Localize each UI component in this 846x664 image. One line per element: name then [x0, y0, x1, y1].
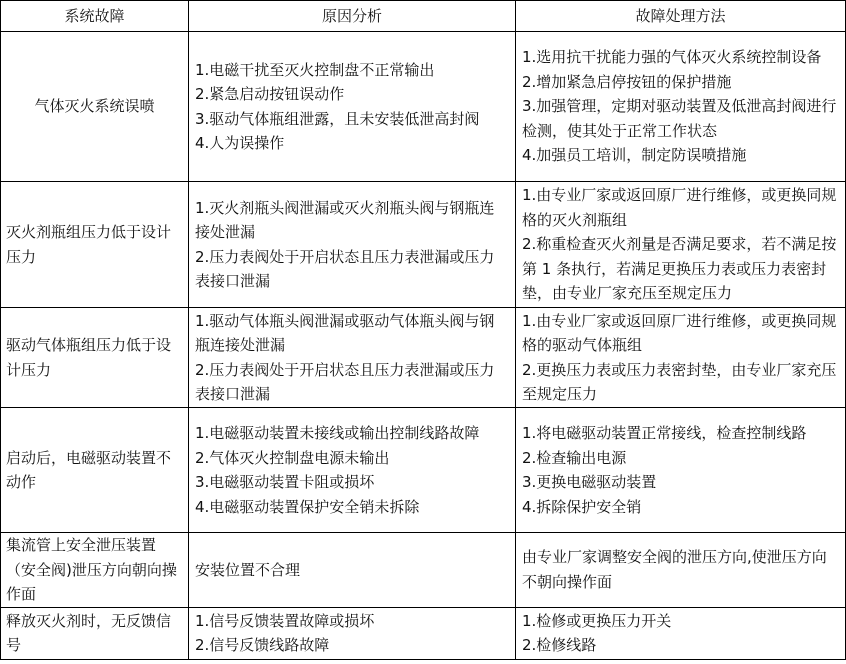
cause-item: 2.信号反馈线路故障	[195, 636, 330, 654]
method-item: 2.增加紧急启停按钮的保护措施	[522, 72, 732, 91]
cause-cell	[189, 308, 516, 408]
fault-cell: 释放灭火剂时，无反馈信号	[1, 607, 189, 659]
cause-item: 安装位置不合理	[195, 560, 301, 579]
cause-item: 2.压力表阀处于开启状态且压力表泄漏或压力表接口泄漏	[195, 247, 495, 290]
method-item: 1.将电磁驱动装置正常接线，检查控制线路	[522, 424, 807, 442]
method-item: 由专业厂家调整安全阀的泄压方向,使泄压方向不朝向操作面	[522, 548, 827, 591]
cause-cell	[189, 32, 516, 182]
cause-cell	[189, 408, 516, 533]
table-row	[1, 533, 846, 608]
method-item: 4.加强员工培训，制定防误喷措施	[522, 146, 747, 165]
header-row	[1, 1, 846, 32]
table-row	[1, 607, 846, 659]
method-cell	[516, 182, 846, 308]
fault-cell: 驱动气体瓶组压力低于设计压力	[1, 308, 189, 408]
cause-cell	[189, 607, 516, 659]
method-item: 2.检查输出电源	[522, 448, 627, 467]
method-item: 4.拆除保护安全销	[522, 497, 642, 516]
method-cell	[516, 607, 846, 659]
table-row	[1, 182, 846, 308]
cause-item: 4.电磁驱动装置保护安全销未拆除	[195, 497, 420, 516]
table-row	[1, 408, 846, 533]
header-fault: 系统故障	[1, 1, 189, 32]
cause-cell	[189, 533, 516, 608]
cause-item: 2.气体灭火控制盘电源未输出	[195, 448, 390, 467]
method-item: 3.更换电磁驱动装置	[522, 473, 657, 491]
method-cell	[516, 408, 846, 533]
header-cause: 原因分析	[189, 1, 516, 32]
cause-item: 4.人为误操作	[195, 134, 285, 152]
fault-cell: 集流管上安全泄压装置（安全阀)泄压方向朝向操作面	[1, 533, 189, 608]
table-row	[1, 308, 846, 408]
method-item: 3.加强管理，定期对驱动装置及低泄高封阀进行检测，使其处于正常工作状态	[522, 97, 837, 140]
method-cell	[516, 308, 846, 408]
fault-cell: 灭火剂瓶组压力低于设计压力	[1, 182, 189, 308]
cause-cell	[189, 182, 516, 308]
cause-item: 1.电磁驱动装置未接线或输出控制线路故障	[195, 424, 480, 442]
method-cell	[516, 533, 846, 608]
method-cell	[516, 32, 846, 182]
method-item: 1.选用抗干扰能力强的气体灭火系统控制设备	[522, 48, 822, 67]
method-item: 1.由专业厂家或返回原厂进行维修，或更换同规格的灭火剂瓶组	[522, 186, 837, 229]
cause-item: 1.灭火剂瓶头阀泄漏或灭火剂瓶头阀与钢瓶连接处泄漏	[195, 198, 495, 241]
fault-cell: 气体灭火系统误喷	[1, 32, 189, 182]
header-method: 故障处理方法	[516, 1, 846, 32]
method-item: 2.检修线路	[522, 636, 597, 654]
cause-item: 1.驱动气体瓶头阀泄漏或驱动气体瓶头阀与钢瓶连接处泄漏	[195, 311, 495, 354]
method-item: 2.更换压力表或压力表密封垫，由专业厂家充压至规定压力	[522, 360, 837, 403]
cause-item: 3.电磁驱动装置卡阻或损坏	[195, 473, 375, 491]
cause-item: 3.驱动气体瓶组泄露，且未安装低泄高封阀	[195, 109, 480, 128]
method-item: 1.由专业厂家或返回原厂进行维修，或更换同规格的驱动气体瓶组	[522, 311, 837, 354]
method-item: 2.称重检查灭火剂量是否满足要求，若不满足按第 1 条执行，若满足更换压力表或压力表密封垫，由专业厂家充压至规定压力	[522, 235, 837, 303]
cause-item: 2.紧急启动按钮误动作	[195, 85, 345, 103]
cause-item: 1.电磁干扰至灭火控制盘不正常输出	[195, 60, 435, 79]
cause-item: 2.压力表阀处于开启状态且压力表泄漏或压力表接口泄漏	[195, 360, 495, 403]
cause-item: 1.信号反馈装置故障或损坏	[195, 611, 375, 630]
table-row	[1, 32, 846, 182]
method-item: 1.检修或更换压力开关	[522, 611, 672, 630]
fault-cell: 启动后，电磁驱动装置不动作	[1, 408, 189, 533]
